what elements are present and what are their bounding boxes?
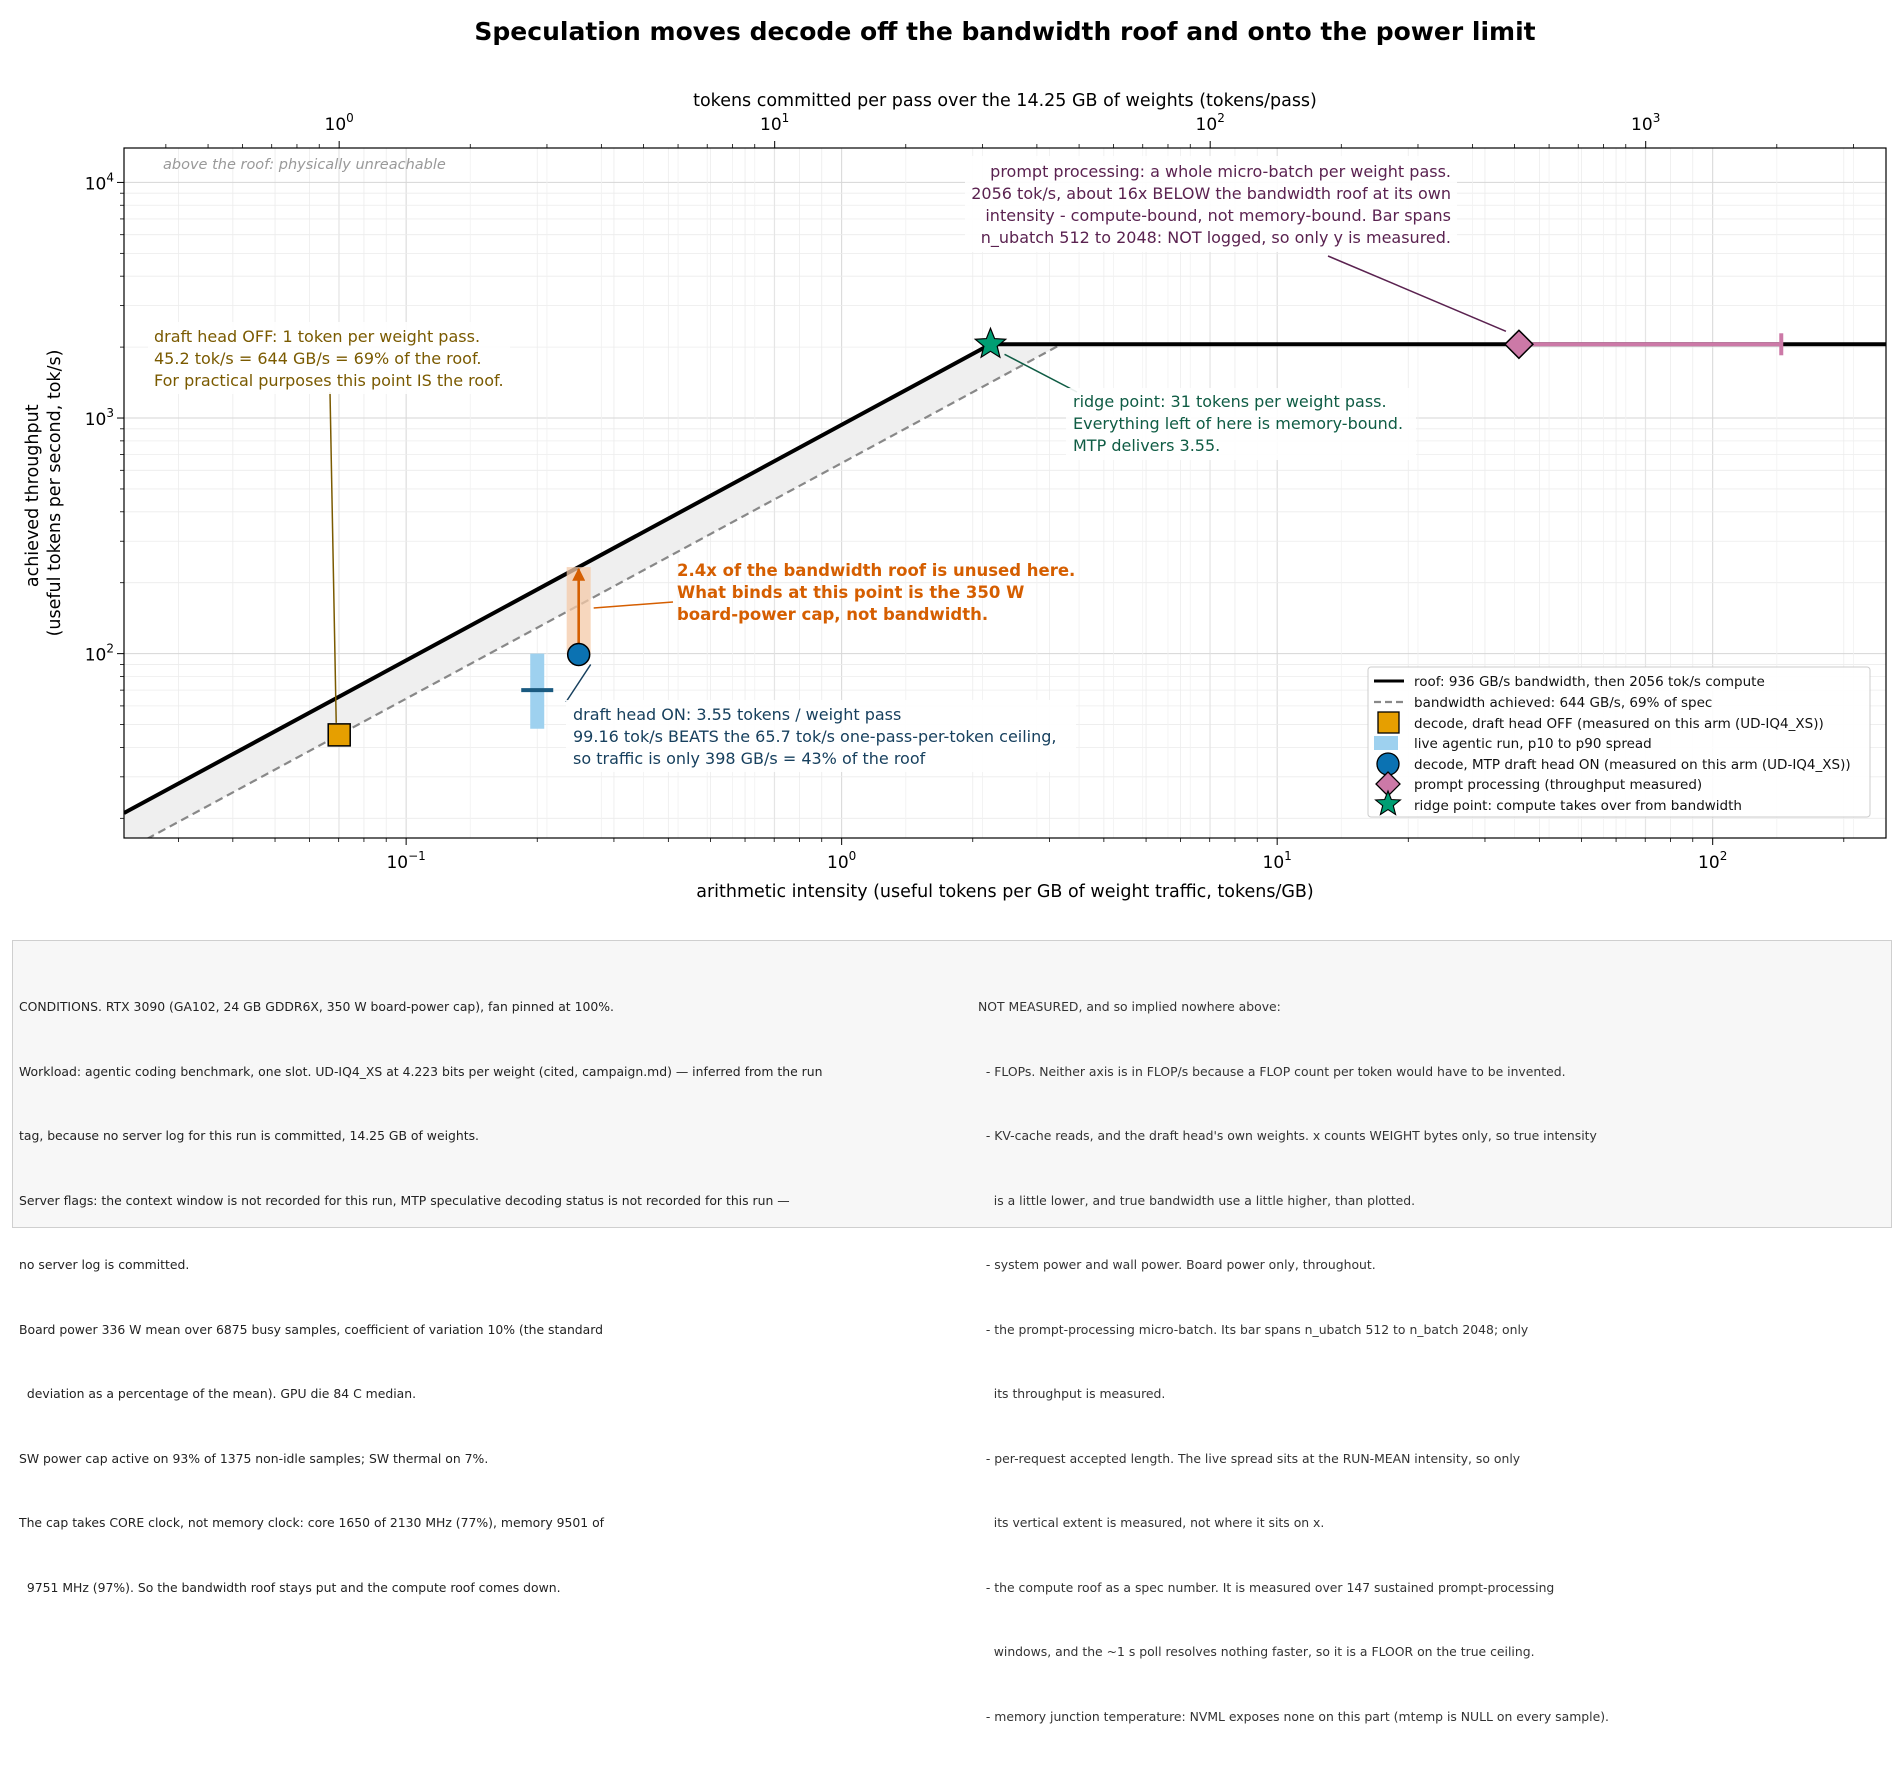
draft-off-marker xyxy=(328,724,350,746)
top-x-axis-label: tokens committed per pass over the 14.25 GB of weights (tokens/pass) xyxy=(693,91,1317,111)
legend-entry-draft-off: decode, draft head OFF (measured on this arm (UD-IQ4_XS)) xyxy=(1414,716,1824,732)
x-tick-label: $10^1$ xyxy=(1262,849,1292,873)
not-measured-line: - system power and wall power. Board power only, throughout. xyxy=(978,1257,1376,1272)
not-measured-line: - memory junction temperature: NVML exposes none on this part (mtemp is NULL on every sample). xyxy=(978,1708,1609,1724)
conditions-line: Server flags: the context window is not recorded for this run, MTP speculative decoding status is not recorded for this run — xyxy=(19,1192,790,1208)
draft-off-annotation: draft head OFF: 1 token per weight pass. 45.2 tok/s = 644 GB/s = 69% of the roof. For practical purposes this point IS the roof. xyxy=(154,327,504,390)
y-tick-label: $10^4$ xyxy=(84,170,114,195)
x-tick-label: $10^{-1}$ xyxy=(386,849,426,873)
legend-swatch-live-run xyxy=(1374,736,1398,750)
not-measured-line: - the prompt-processing micro-batch. Its bar spans n_ubatch 512 to n_batch 2048; only xyxy=(978,1321,1529,1337)
ridge-annotation: ridge point: 31 tokens per weight pass. Everything left of here is memory-bound. MTP delivers 3.55. xyxy=(1073,392,1404,455)
legend-entry-live-run: live agentic run, p10 to p90 spread xyxy=(1414,736,1652,752)
x-tick-label: $10^2$ xyxy=(1698,849,1728,873)
legend-swatch-draft-off xyxy=(1378,712,1399,733)
conditions-line: CONDITIONS. RTX 3090 (GA102, 24 GB GDDR6X, 350 W board-power cap), fan pinned at 100%. xyxy=(19,999,614,1014)
not-measured-line: - KV-cache reads, and the draft head's own weights. x counts WEIGHT bytes only, so true intensity xyxy=(978,1128,1597,1143)
chart-title: Speculation moves decode off the bandwidth roof and onto the power limit xyxy=(474,17,1536,46)
draft-on-leader xyxy=(566,664,591,702)
ridge-leader xyxy=(1005,354,1077,392)
top-x-tick-label: $10^3$ xyxy=(1631,111,1661,135)
conditions-line: SW power cap active on 93% of 1375 non-idle samples; SW thermal on 7%. xyxy=(19,1450,489,1466)
conditions-line: tag, because no server log for this run is committed, 14.25 GB of weights. xyxy=(19,1128,479,1143)
not-measured-line: - per-request accepted length. The live spread sits at the RUN-MEAN intensity, so only xyxy=(978,1450,1521,1466)
prompt-processing-marker xyxy=(1505,330,1533,358)
conditions-line: Board power 336 W mean over 6875 busy samples, coefficient of variation 10% (the standard xyxy=(19,1321,603,1337)
y-axis-label-line-2: (useful tokens per second, tok/s) xyxy=(45,349,65,637)
legend-entry-draft-on: decode, MTP draft head ON (measured on this arm (UD-IQ4_XS)) xyxy=(1414,757,1851,773)
top-x-tick-label: $10^1$ xyxy=(760,111,790,135)
prompt-annotation: prompt processing: a whole micro-batch per weight pass. 2056 tok/s, about 16x BELOW the bandwidth roof at its own intensity - compute-bound, not memory-bound. Bar spans n_ubatch 512 to 2048: NOT logged, so only y is measured. xyxy=(971,162,1451,247)
conditions-panel xyxy=(12,940,1892,1724)
not-measured-line: NOT MEASURED, and so implied nowhere above: xyxy=(978,999,1281,1014)
conditions-line: deviation as a percentage of the mean). GPU die 84 C median. xyxy=(19,1386,417,1401)
legend-entry-ridge: ridge point: compute takes over from bandwidth xyxy=(1414,798,1742,814)
not-measured-notes xyxy=(978,953,1609,1770)
x-axis-label: arithmetic intensity (useful tokens per GB of weight traffic, tokens/GB) xyxy=(696,882,1314,902)
y-axis-label xyxy=(23,350,65,637)
x-tick-label: $10^0$ xyxy=(827,849,857,873)
conditions-line: no server log is committed. xyxy=(19,1257,190,1272)
not-measured-line: its throughput is measured. xyxy=(978,1386,1166,1401)
conditions-line: Workload: agentic coding benchmark, one slot. UD-IQ4_XS at 4.223 bits per weight (cited, campaign.md) — inferred from the run xyxy=(19,1063,823,1079)
not-measured-line: - the compute roof as a spec number. It is measured over 147 sustained prompt-processing xyxy=(978,1579,1555,1595)
not-measured-line: windows, and the ~1 s poll resolves nothing faster, so it is a FLOOR on the true ceiling. xyxy=(978,1644,1535,1659)
not-measured-line: - FLOPs. Neither axis is in FLOP/s because a FLOP count per token would have to be invented. xyxy=(978,1063,1566,1079)
draft-off-leader xyxy=(330,392,336,723)
legend-entry-prompt: prompt processing (throughput measured) xyxy=(1414,777,1703,793)
not-measured-line: is a little lower, and true bandwidth use a little higher, than plotted. xyxy=(978,1192,1416,1208)
y-axis-label-line-1: achieved throughput xyxy=(23,404,43,588)
top-x-tick-label: $10^0$ xyxy=(324,111,354,135)
above-roof-note: above the roof: physically unreachable xyxy=(163,157,446,173)
draft-on-marker xyxy=(568,643,590,665)
legend xyxy=(1368,667,1870,817)
conditions-notes xyxy=(19,953,822,1641)
headroom-annotation: 2.4x of the bandwidth roof is unused here. What binds at this point is the 350 W board-power cap, not bandwidth. xyxy=(677,561,1076,624)
conditions-line: 9751 MHz (97%). So the bandwidth roof stays put and the compute roof comes down. xyxy=(19,1579,561,1595)
y-tick-label: $10^3$ xyxy=(84,406,114,431)
legend-entry-roof: roof: 936 GB/s bandwidth, then 2056 tok/s compute xyxy=(1414,674,1765,690)
headroom-leader xyxy=(594,602,673,608)
y-tick-label: $10^2$ xyxy=(84,641,114,666)
conditions-line: The cap takes CORE clock, not memory clock: core 1650 of 2130 MHz (77%), memory 9501 of xyxy=(19,1515,605,1530)
top-x-tick-label: $10^2$ xyxy=(1195,111,1225,135)
draft-on-annotation: draft head ON: 3.55 tokens / weight pass 99.16 tok/s BEATS the 65.7 tok/s one-pass-per-token ceiling, so traffic is only 398 GB/s = 43% of the roof xyxy=(573,705,1057,768)
legend-entry-bandwidth: bandwidth achieved: 644 GB/s, 69% of spec xyxy=(1414,695,1713,711)
prompt-leader xyxy=(1328,256,1506,331)
not-measured-line: its vertical extent is measured, not where it sits on x. xyxy=(978,1515,1325,1530)
